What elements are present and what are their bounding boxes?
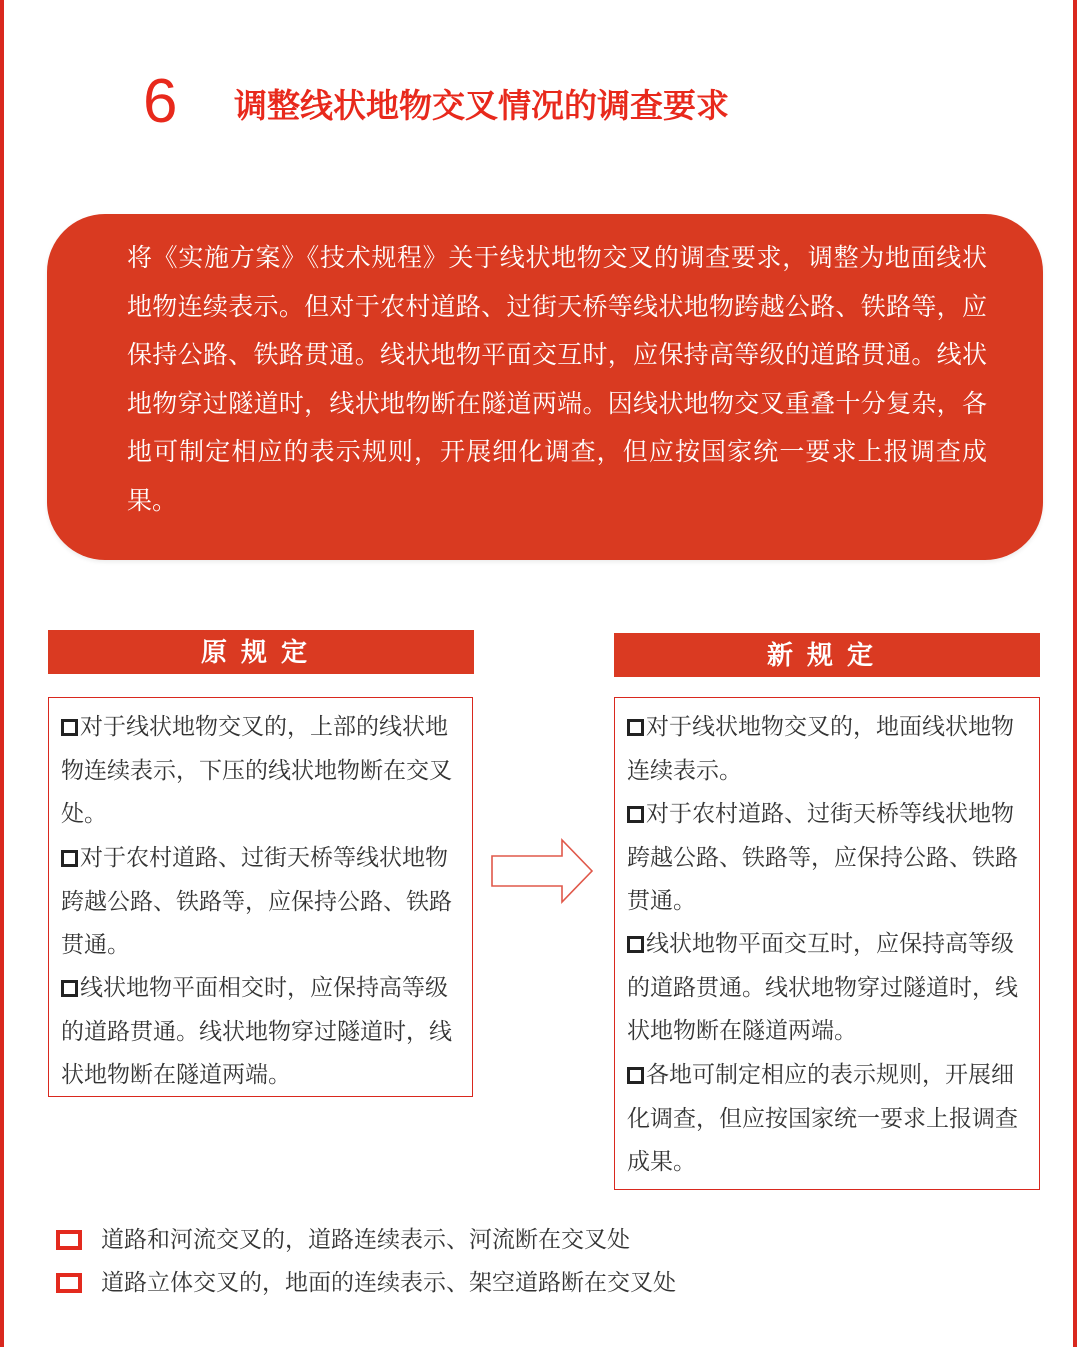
left-border-line	[0, 0, 4, 1347]
new-rule-text: 各地可制定相应的表示规则，开展细化调查，但应按国家统一要求上报调查成果。	[627, 1062, 1018, 1175]
new-rule-item	[627, 1054, 1027, 1185]
square-bullet-icon	[627, 719, 644, 736]
new-rule-item	[627, 923, 1027, 1054]
square-bullet-icon	[627, 806, 644, 823]
new-rule-item	[627, 793, 1027, 924]
old-rule-text: 对于线状地物交叉的，上部的线状地物连续表示，下压的线状地物断在交叉处。	[61, 714, 452, 827]
new-rules-panel	[614, 697, 1040, 1190]
old-rule-text: 对于农村道路、过街天桥等线状地物跨越公路、铁路等，应保持公路、铁路贯通。	[61, 845, 452, 958]
new-rules-header: 新规定	[614, 633, 1040, 677]
section-title: 调整线状地物交叉情况的调查要求	[234, 86, 729, 125]
red-square-bullet-icon	[56, 1273, 82, 1293]
note-text: 道路立体交叉的，地面的连续表示、架空道路断在交叉处	[101, 1270, 676, 1296]
square-bullet-icon	[61, 980, 78, 997]
square-bullet-icon	[627, 936, 644, 953]
red-square-bullet-icon	[56, 1230, 82, 1250]
old-rule-text: 线状地物平面相交时，应保持高等级的道路贯通。线状地物穿过隧道时，线状地物断在隧道两端。	[61, 975, 452, 1088]
old-rule-item	[61, 837, 461, 968]
section-number: 6	[143, 67, 178, 136]
intro-text: 将《实施方案》《技术规程》关于线状地物交叉的调查要求，调整为地面线状地物连续表示。但对于农村道路、过街天桥等线状地物跨越公路、铁路等，应保持公路、铁路贯通。线状地物平面交互时，应保持高等级的道路贯通。线状地物穿过隧道时，线状地物断在隧道两端。因线状地物交叉重叠十分复杂，各地可制定相应的表示规则，开展细化调查，但应按国家统一要求上报调查成果。	[127, 243, 987, 515]
new-rule-item	[627, 706, 1027, 793]
square-bullet-icon	[627, 1067, 644, 1084]
square-bullet-icon	[61, 850, 78, 867]
right-border-line	[1073, 0, 1077, 1347]
old-rule-item	[61, 706, 461, 837]
new-rule-text: 线状地物平面交互时，应保持高等级的道路贯通。线状地物穿过隧道时，线状地物断在隧道两端。	[627, 931, 1018, 1044]
intro-panel	[47, 214, 1043, 560]
new-rule-text: 对于农村道路、过街天桥等线状地物跨越公路、铁路等，应保持公路、铁路贯通。	[627, 801, 1018, 914]
note-item	[56, 1224, 630, 1256]
old-rules-panel	[48, 697, 473, 1097]
note-text: 道路和河流交叉的，道路连续表示、河流断在交叉处	[101, 1227, 630, 1253]
right-arrow-icon	[490, 838, 596, 904]
old-rule-item	[61, 967, 461, 1098]
square-bullet-icon	[61, 719, 78, 736]
old-rules-header: 原规定	[48, 630, 474, 674]
new-rule-text: 对于线状地物交叉的，地面线状地物连续表示。	[627, 714, 1014, 784]
note-item	[56, 1267, 676, 1299]
